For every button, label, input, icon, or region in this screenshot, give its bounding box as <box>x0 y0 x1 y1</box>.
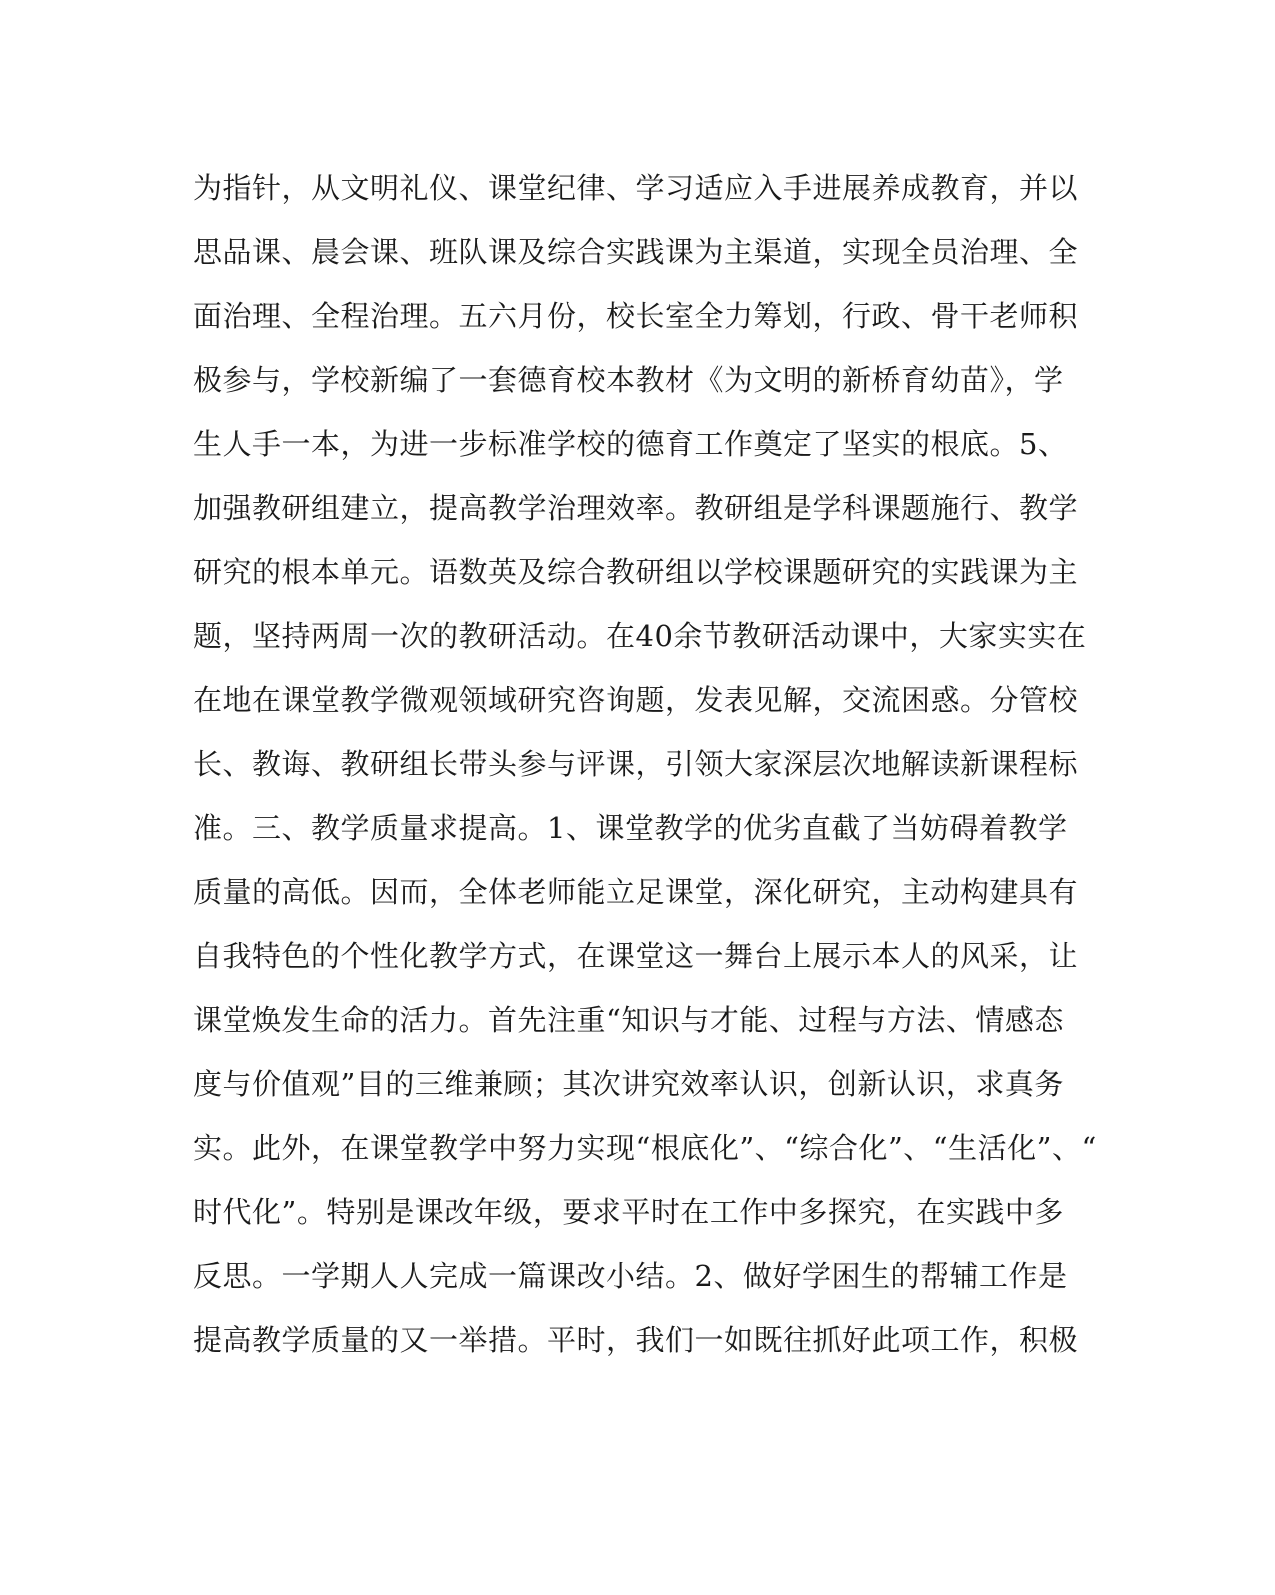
text-line: 反思。一学期人人完成一篇课改小结。2、做好学困生的帮辅工作是 <box>193 1259 1068 1293</box>
text-line: 实。此外，在课堂教学中努力实现“根底化”、“综合化”、“生活化”、“ <box>193 1131 1097 1165</box>
text-line: 生人手一本，为进一步标准学校的德育工作奠定了坚实的根底。5、 <box>193 427 1068 461</box>
body-text <box>193 160 1097 1376</box>
text-line: 为指针，从文明礼仪、课堂纪律、学习适应入手进展养成教育，并以 <box>193 171 1079 205</box>
text-line: 研究的根本单元。语数英及综合教研组以学校课题研究的实践课为主 <box>193 555 1079 589</box>
text-line: 质量的高低。因而，全体老师能立足课堂，深化研究，主动构建具有 <box>193 875 1079 909</box>
text-line: 时代化”。特别是课改年级，要求平时在工作中多探究，在实践中多 <box>193 1195 1064 1229</box>
text-line: 准。三、教学质量求提高。1、课堂教学的优劣直截了当妨碍着教学 <box>193 811 1068 845</box>
text-line: 提高教学质量的又一举措。平时，我们一如既往抓好此项工作，积极 <box>193 1323 1079 1357</box>
text-line: 自我特色的个性化教学方式，在课堂这一舞台上展示本人的风采，让 <box>193 939 1079 973</box>
text-line: 课堂焕发生命的活力。首先注重“知识与才能、过程与方法、情感态 <box>193 1003 1064 1037</box>
text-line: 加强教研组建立，提高教学治理效率。教研组是学科课题施行、教学 <box>193 491 1079 525</box>
text-line: 度与价值观”目的三维兼顾；其次讲究效率认识，创新认识，求真务 <box>193 1067 1064 1101</box>
text-line: 长、教诲、教研组长带头参与评课，引领大家深层次地解读新课程标 <box>193 747 1079 781</box>
text-line: 思品课、晨会课、班队课及综合实践课为主渠道，实现全员治理、全 <box>193 235 1079 269</box>
text-line: 题，坚持两周一次的教研活动。在40余节教研活动课中，大家实实在 <box>193 619 1087 653</box>
text-line: 极参与，学校新编了一套德育校本教材《为文明的新桥育幼苗》，学 <box>193 363 1064 397</box>
text-line: 在地在课堂教学微观领域研究咨询题，发表见解，交流困惑。分管校 <box>193 683 1079 717</box>
text-line: 面治理、全程治理。五六月份，校长室全力筹划，行政、骨干老师积 <box>193 299 1079 333</box>
